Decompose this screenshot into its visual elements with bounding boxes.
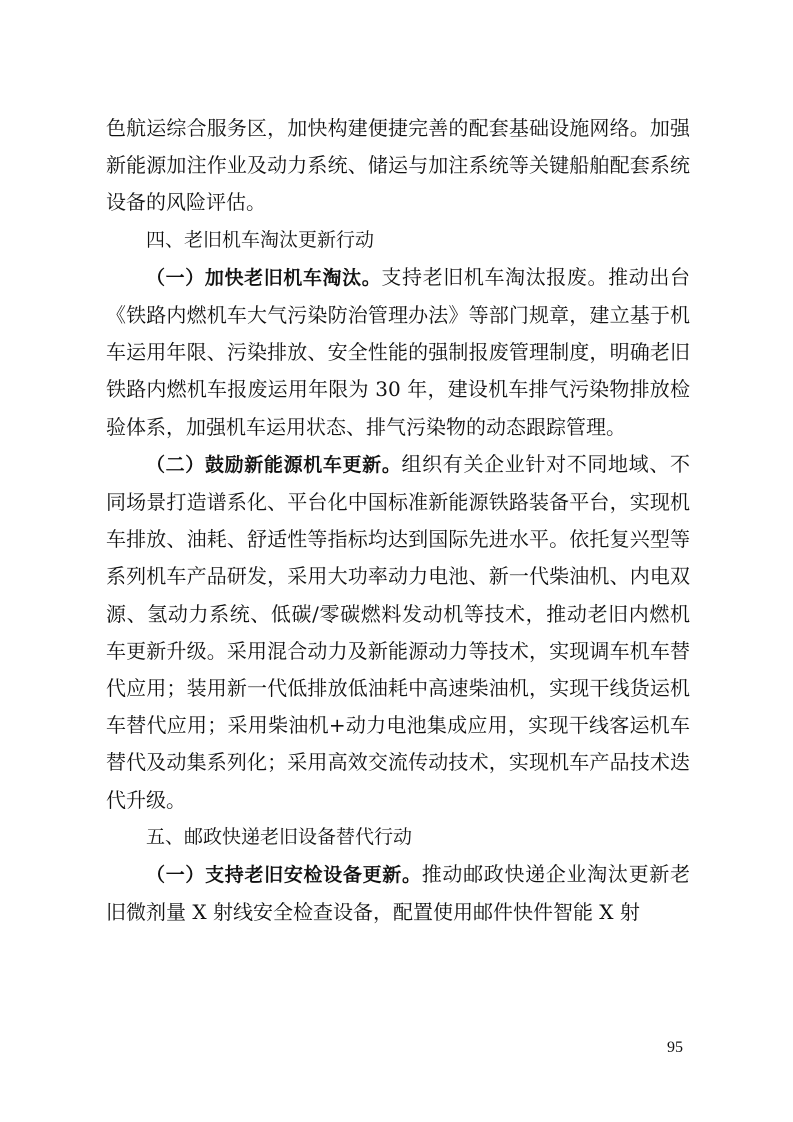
paragraph-lead: （一）加快老旧机车淘汰。 xyxy=(146,266,382,289)
paragraph-text: 支持老旧机车淘汰报废。推动出台《铁路内燃机车大气污染防治管理办法》等部门规章，建立基于机车运用年限、污染排放、安全性能的强制报废管理制度，明确老旧铁路内燃机车报废运用年限为 30 年，建设机车排气污染物排放检验体系，加强机车运用状态、排气污染物的动态跟踪管理。 xyxy=(106,264,690,439)
heading-text: 四、老旧机车淘汰更新行动 xyxy=(146,228,375,251)
paragraph-text: 推动邮政快递企业淘汰更新老旧微剂量 X 射线安全检查设备，配置使用邮件快件智能 X 射 xyxy=(106,862,690,925)
paragraph-text: 组织有关企业针对不同地域、不同场景打造谱系化、平台化中国标准新能源铁路装备平台，实现机车排放、油耗、舒适性等指标均达到国际先进水平。依托复兴型等系列机车产品研发，采用大功率动力电池、新一代柴油机、内电双源、氢动力系统、低碳/零碳燃料发动机等技术，推动老旧内燃机车更新升级。采用混合动力及新能源动力等技术，实现调车机车替代应用；装用新一代低排放低油耗中高速柴油机，实现干线货运机车替代应用；采用柴油机+动力电池集成应用，实现干线客运机车替代及动集系列化；采用高效交流传动技术，实现机车产品技术迭代升级。 xyxy=(106,451,690,812)
paragraph-text: 色航运综合服务区，加快构建便捷完善的配套基础设施网络。加强新能源加注作业及动力系统、储运与加注系统等关键船舶配套系统设备的风险评估。 xyxy=(106,116,690,215)
body-text xyxy=(106,110,690,931)
heading-text: 五、邮政快递老旧设备替代行动 xyxy=(146,825,413,848)
page-number: 95 xyxy=(667,1039,683,1056)
paragraph-4-2 xyxy=(106,446,690,819)
paragraph-continuation xyxy=(106,110,690,222)
paragraph-5-1 xyxy=(106,856,690,931)
paragraph-4-1 xyxy=(106,259,690,446)
section-heading-4 xyxy=(106,222,690,259)
section-heading-5 xyxy=(106,819,690,856)
paragraph-lead: （一）支持老旧安检设备更新。 xyxy=(146,864,422,887)
paragraph-lead: （二）鼓励新能源机车更新。 xyxy=(146,453,402,476)
